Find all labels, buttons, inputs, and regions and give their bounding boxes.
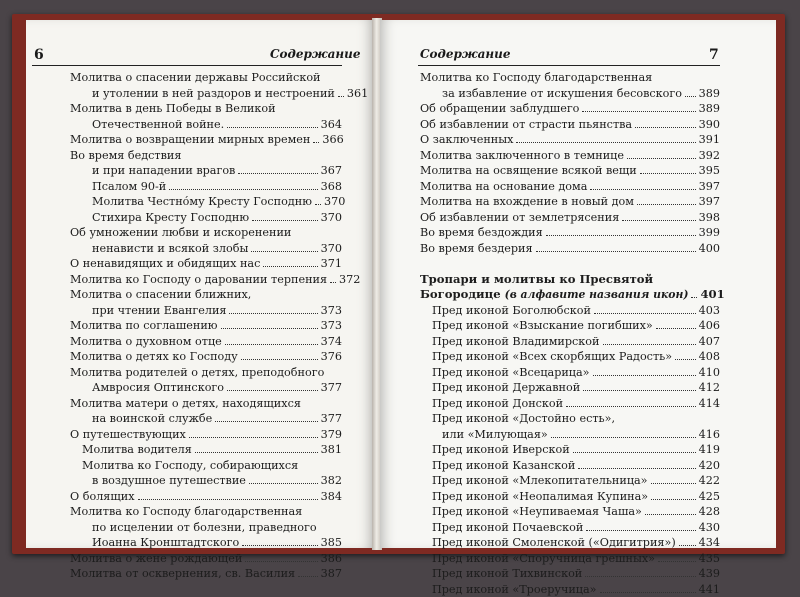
leader-dots [594,303,696,314]
toc-entry [70,101,342,117]
toc-page-number: 416 [699,427,720,443]
toc-entry-title: Об избавлении от страсти пьянства [420,117,632,133]
toc-page-number: 389 [699,101,720,117]
toc-entry [420,427,720,443]
leader-dots [330,272,336,283]
leader-dots [195,442,318,453]
toc-entry [420,303,720,319]
toc-page-number: 422 [699,473,720,489]
toc-entry [420,194,720,210]
leader-dots [586,520,695,531]
toc-page-number: 379 [321,427,342,443]
leader-dots [622,210,695,221]
right-page-number: 7 [709,47,719,63]
toc-entry-title: Молитва на освящение всякой вещи [420,163,637,179]
toc-page-number: 384 [321,489,342,505]
left-page-number: 6 [34,47,44,63]
toc-entry-title: Пред иконой «Взыскание погибших» [432,318,653,334]
toc-entry-title: Пред иконой Казанской [432,458,575,474]
toc-page-number: 395 [699,163,720,179]
toc-entry [70,70,342,86]
leader-dots [600,582,696,593]
toc-entry [70,458,342,474]
toc-entry [420,163,720,179]
toc-entry [420,318,720,334]
leader-dots [637,194,696,205]
toc-entry [70,303,342,319]
toc-entry-title: Пред иконой «Всех скорбящих Радость» [432,349,672,365]
leader-dots [138,489,318,500]
toc-entry [420,272,720,288]
toc-entry-title: Молитва ко Господу благодарственная [420,70,652,86]
leader-dots [645,504,696,515]
toc-entry-title: О болящих [70,489,135,505]
toc-entry [70,551,342,567]
toc-page-number: 368 [321,179,342,195]
toc-page-number: 370 [324,194,345,210]
right-header-rule [418,65,720,66]
toc-entry [420,179,720,195]
toc-entry [70,117,342,133]
leader-dots [215,411,317,422]
toc-entry-note: (в алфавите названия икон) [505,287,689,303]
toc-page-number: 374 [321,334,342,350]
leader-dots [313,132,319,143]
toc-entry-title: Тропари и молитвы ко Пресвятой [420,272,653,288]
toc-page-number: 434 [699,535,720,551]
leader-dots [536,241,696,252]
toc-entry-title: Пред иконой Боголюбской [432,303,591,319]
toc-entry [70,380,342,396]
leader-dots [590,179,695,190]
leader-dots [245,551,317,562]
toc-page-number: 407 [699,334,720,350]
toc-entry [70,163,342,179]
leader-dots [679,535,696,546]
toc-page-number: 397 [699,194,720,210]
toc-entry [420,551,720,567]
toc-entry [420,458,720,474]
toc-page-number: 370 [321,210,342,226]
toc-entry [420,535,720,551]
toc-entry-title: ненависти и всякой злобы [92,241,248,257]
toc-page-number: 399 [699,225,720,241]
toc-entry [70,179,342,195]
toc-entry-title: Пред иконой Тихвинской [432,566,582,582]
toc-page-number: 377 [321,380,342,396]
toc-entry-title: Молитва по соглашению [70,318,218,334]
leader-dots [169,179,317,190]
leader-dots [685,86,696,97]
leader-dots [640,163,696,174]
toc-entry-title: Во время бездерия [420,241,533,257]
toc-page-number: 361 [347,86,368,102]
toc-entry-title: Молитва на вхождение в новый дом [420,194,634,210]
toc-entry-title: Молитва заключенного в темнице [420,148,624,164]
toc-entry [420,70,720,86]
leader-dots [263,256,317,267]
toc-page-number: 406 [699,318,720,334]
toc-entry-title: Молитва ко Господу благодарственная [70,504,302,520]
toc-entry-title: Пред иконой Державной [432,380,580,396]
toc-page-number: 410 [699,365,720,381]
toc-entry [70,272,342,288]
leader-dots [249,473,318,484]
toc-page-number: 414 [699,396,720,412]
toc-entry-title: по исцелении от болезни, праведного [92,520,317,536]
toc-entry [70,194,342,210]
toc-entry [420,101,720,117]
toc-entry-title: Стихира Кресту Господню [92,210,249,226]
toc-page-number: 391 [699,132,720,148]
toc-entry [70,520,342,536]
toc-entry [420,132,720,148]
toc-entry-title: Молитва о возвращении мирных времен [70,132,310,148]
toc-page-number: 428 [699,504,720,520]
toc-entry-title: Иоанна Кронштадтского [92,535,239,551]
leader-dots [225,334,318,345]
toc-entry-title: Пред иконой «Достойно есть», [432,411,615,427]
toc-entry [70,287,342,303]
leader-dots [221,318,318,329]
toc-page-number: 371 [321,256,342,272]
toc-entry [420,566,720,582]
toc-page-number: 366 [322,132,343,148]
toc-entry [70,318,342,334]
toc-entry [420,489,720,505]
leader-dots [656,318,696,329]
toc-entry [70,86,342,102]
toc-entry-title: Молитва родителей о детях, преподобного [70,365,324,381]
leader-dots [583,380,695,391]
toc-page-number: 398 [699,210,720,226]
toc-entry [420,225,720,241]
leader-dots [298,566,318,577]
toc-page-number: 386 [321,551,342,567]
leader-dots [242,535,317,546]
toc-page-number: 387 [321,566,342,582]
toc-entry [70,210,342,226]
toc-page-number: 373 [321,318,342,334]
leader-dots [229,303,317,314]
toc-entry-title: Богородице [420,287,501,303]
leader-dots [691,287,697,298]
toc-entry [420,473,720,489]
leader-dots [227,380,318,391]
toc-entry-title: Пред иконой «Неупиваемая Чаша» [432,504,642,520]
toc-entry-title: Пред иконой Смоленской («Одигитрия») [432,535,676,551]
toc-page-number: 408 [699,349,720,365]
toc-entry [70,365,342,381]
toc-entry [70,256,342,272]
leader-dots [635,117,696,128]
toc-entry [70,334,342,350]
leader-dots [651,473,696,484]
toc-entry [420,504,720,520]
toc-page-number: 382 [321,473,342,489]
toc-entry [70,566,342,582]
toc-entry [420,256,720,272]
leader-dots [516,132,695,143]
toc-entry [420,287,720,303]
toc-entry [70,132,342,148]
toc-entry-title: Отечественной войне. [92,117,224,133]
toc-entry-title: Об обращении заблудшего [420,101,579,117]
toc-entry [70,396,342,412]
toc-entry-title: за избавление от искушения бесовского [442,86,682,102]
leader-dots [241,349,318,360]
toc-entry [420,380,720,396]
toc-entry [70,489,342,505]
leader-dots [252,210,318,221]
toc-entry-title: при чтении Евангелия [92,303,226,319]
toc-page-number: 397 [699,179,720,195]
toc-entry-title: Молитва о духовном отце [70,334,222,350]
toc-entry [70,473,342,489]
toc-entry [70,504,342,520]
toc-entry-title: Молитва на основание дома [420,179,587,195]
toc-entry-title: Молитва Честно́му Кресту Господню [92,194,312,210]
toc-page-number: 439 [699,566,720,582]
toc-page-number: 370 [321,241,342,257]
toc-entry [420,117,720,133]
toc-entry-title: Молитва матери о детях, находящихся [70,396,301,412]
left-running-title: Содержание [270,47,360,62]
toc-entry-title: Молитва о спасении державы Российской [70,70,321,86]
toc-entry-title: Пред иконой «Всецарица» [432,365,590,381]
leader-dots [675,349,696,360]
toc-entry-title: Об умножении любви и искоренении [70,225,291,241]
toc-entry [70,442,342,458]
leader-dots [315,194,321,205]
toc-entry-title: О путешествующих [70,427,186,443]
toc-entry [420,86,720,102]
toc-entry [420,396,720,412]
toc-entry-title: Молитва в день Победы в Великой [70,101,276,117]
toc-entry [70,411,342,427]
toc-entry-title: Пред иконой «Троеручица» [432,582,597,597]
toc-entry [420,411,720,427]
toc-entry-title: Пред иконой Владимирской [432,334,600,350]
toc-page-number: 372 [339,272,360,288]
toc-entry [70,225,342,241]
toc-entry [420,148,720,164]
right-page [380,20,776,548]
toc-entry-title: Амвросия Оптинского [92,380,224,396]
toc-entry-title: Молитва водителя [82,442,192,458]
toc-page-number: 412 [699,380,720,396]
toc-entry [420,582,720,597]
right-running-title: Содержание [420,47,510,62]
toc-page-number: 364 [321,117,342,133]
toc-entry-title: Во время бездождия [420,225,543,241]
toc-page-number: 373 [321,303,342,319]
toc-entry [70,148,342,164]
toc-page-number: 377 [321,411,342,427]
toc-entry-title: Молитва от осквернения, св. Василия [70,566,295,582]
leader-dots [627,148,696,159]
toc-page-number: 430 [699,520,720,536]
toc-entry-title: Молитва о спасении ближних, [70,287,251,303]
toc-page-number: 403 [699,303,720,319]
toc-entry-title: Пред иконой «Споручница грешных» [432,551,655,567]
left-header-rule [32,65,342,66]
toc-page-number: 435 [699,551,720,567]
leader-dots [566,396,696,407]
toc-entry-title: Пред иконой «Млекопитательница» [432,473,648,489]
toc-entry [420,349,720,365]
toc-entry-title: Об избавлении от землетрясения [420,210,619,226]
toc-page-number: 389 [699,86,720,102]
toc-entry-title: в воздушное путешествие [92,473,246,489]
toc-entry-title: Молитва ко Господу, собирающихся [82,458,298,474]
left-toc-list [70,70,342,582]
toc-page-number: 392 [699,148,720,164]
toc-page-number: 419 [699,442,720,458]
toc-entry-title: и при нападении врагов [92,163,235,179]
toc-entry-title: О заключенных [420,132,513,148]
toc-entry-title: Молитва о жене рождающей [70,551,242,567]
toc-page-number: 376 [321,349,342,365]
toc-entry [420,442,720,458]
leader-dots [582,101,695,112]
toc-entry-title: Во время бедствия [70,148,181,164]
toc-entry-title: Псалом 90-й [92,179,166,195]
toc-entry [420,520,720,536]
toc-entry [70,241,342,257]
leader-dots [338,86,344,97]
leader-dots [593,365,696,376]
leader-dots [573,442,696,453]
toc-entry-title: Молитва ко Господу о даровании терпения [70,272,327,288]
leader-dots [227,117,317,128]
toc-entry [70,427,342,443]
leader-dots [585,566,695,577]
toc-entry [420,365,720,381]
right-toc-list [420,70,720,597]
toc-entry-title: Пред иконой Иверской [432,442,570,458]
toc-entry-title: Пред иконой Почаевской [432,520,583,536]
toc-entry-title: Пред иконой Донской [432,396,563,412]
leader-dots [189,427,318,438]
toc-page-number: 401 [700,287,724,303]
toc-page-number: 381 [321,442,342,458]
toc-page-number: 420 [699,458,720,474]
leader-dots [238,163,317,174]
toc-entry-title: на воинской службе [92,411,212,427]
toc-entry-title: Пред иконой «Неопалимая Купина» [432,489,648,505]
leader-dots [551,427,696,438]
toc-entry [420,241,720,257]
toc-page-number: 441 [699,582,720,597]
left-page [26,20,374,548]
leader-dots [578,458,695,469]
toc-entry-title: или «Милующая» [442,427,548,443]
toc-page-number: 425 [699,489,720,505]
leader-dots [603,334,696,345]
toc-page-number: 367 [321,163,342,179]
toc-entry [70,535,342,551]
toc-page-number: 390 [699,117,720,133]
toc-entry-title: Молитва о детях ко Господу [70,349,238,365]
toc-page-number: 400 [699,241,720,257]
toc-entry-title: О ненавидящих и обидящих нас [70,256,260,272]
leader-dots [658,551,696,562]
leader-dots [251,241,317,252]
toc-entry [70,349,342,365]
leader-dots [651,489,696,500]
toc-entry-title: и утолении в ней раздоров и нестроений [92,86,335,102]
leader-dots [546,225,696,236]
toc-entry [420,334,720,350]
toc-page-number: 385 [321,535,342,551]
toc-entry [420,210,720,226]
